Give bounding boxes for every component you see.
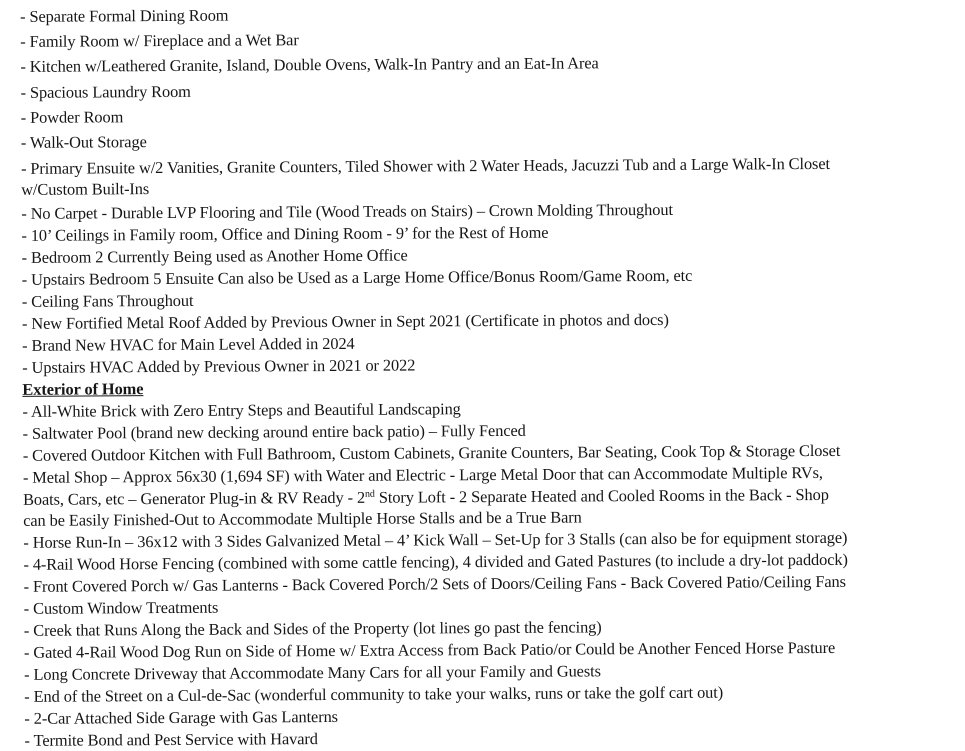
list-item: - Creek that Runs Along the Back and Sides of the Property (lot lines go past the fencing) [23, 617, 602, 640]
list-item: - Powder Room [20, 107, 124, 127]
list-item-continuation [23, 485, 829, 510]
list-item: - Termite Bond and Pest Service with Havard [24, 729, 318, 750]
list-item: - Metal Shop – Approx 56x30 (1,694 SF) with Water and Electric - Large Metal Door that can Accommodate Multiple RVs, [22, 462, 823, 487]
list-item: - Family Room w/ Fireplace and a Wet Bar [20, 30, 299, 51]
list-item: - Custom Window Treatments [23, 597, 219, 618]
list-item: - Upstairs HVAC Added by Previous Owner in 2021 or 2022 [22, 355, 416, 377]
list-item: - Front Covered Porch w/ Gas Lanterns - Back Covered Porch/2 Sets of Doors/Ceiling Fans - Back Covered Patio/Ceiling Fans [23, 571, 846, 596]
ordinal-suffix: nd [364, 488, 375, 500]
list-item: - 4-Rail Wood Horse Fencing (combined with some cattle fencing), 4 divided and Gated Pastures (to include a dry-lot paddock) [23, 549, 848, 574]
list-item: - 2-Car Attached Side Garage with Gas Lanterns [24, 706, 338, 728]
list-item: - Saltwater Pool (brand new decking around entire back patio) – Fully Fenced [22, 420, 526, 443]
list-item-continuation: w/Custom Built-Ins [21, 179, 150, 199]
list-item: - End of the Street on a Cul-de-Sac (wonderful community to take your walks, runs or take the golf cart out) [24, 682, 724, 706]
list-item: - No Carpet - Durable LVP Flooring and Tile (Wood Treads on Stairs) – Crown Molding Throughout [21, 199, 673, 223]
list-item: - Horse Run-In – 36x12 with 3 Sides Galvanized Metal – 4’ Kick Wall – Set-Up for 3 Stalls (can also be for equipment storage) [23, 527, 848, 552]
shop-line-text: Boats, Cars, etc – Generator Plug-in & RV Ready - 2 [22, 487, 366, 509]
list-item: - Kitchen w/Leathered Granite, Island, Double Ovens, Walk-In Pantry and an Eat-In Area [20, 53, 599, 76]
list-item: - Separate Formal Dining Room [20, 5, 229, 26]
list-item: - Ceiling Fans Throughout [21, 290, 194, 311]
list-item: - Bedroom 2 Currently Being used as Another Home Office [21, 245, 408, 267]
section-heading-exterior: Exterior of Home [22, 379, 144, 399]
list-item: - Brand New HVAC for Main Level Added in 2024 [22, 333, 355, 355]
list-item-continuation: can be Easily Finished-Out to Accommodate Multiple Horse Stalls and be a True Barn [23, 507, 582, 530]
list-item: - Covered Outdoor Kitchen with Full Bathroom, Custom Cabinets, Granite Counters, Bar Seating, Cook Top & Storage Closet [22, 440, 841, 465]
list-item: - New Fortified Metal Roof Added by Previous Owner in Sept 2021 (Certificate in photos and docs) [21, 309, 669, 333]
list-item: - All-White Brick with Zero Entry Steps and Beautiful Landscaping [22, 399, 461, 421]
list-item: - Upstairs Bedroom 5 Ensuite Can also be Used as a Large Home Office/Bonus Room/Game Room, etc [21, 265, 693, 289]
list-item: - Gated 4-Rail Wood Dog Run on Side of Home w/ Extra Access from Back Patio/or Could be Another Fenced Horse Pasture [23, 637, 836, 662]
list-item: - Spacious Laundry Room [20, 81, 191, 102]
list-item: - Walk-Out Storage [20, 132, 147, 152]
list-item: - 10’ Ceilings in Family room, Office and Dining Room - 9’ for the Rest of Home [21, 222, 549, 245]
shop-line-text-rest: Story Loft - 2 Separate Heated and Cooled Rooms in the Back - Shop [374, 484, 829, 507]
list-item: - Primary Ensuite w/2 Vanities, Granite Counters, Tiled Shower with 2 Water Heads, Jacuzzi Tub and a Large Walk-In Closet [20, 153, 830, 178]
list-item: - Long Concrete Driveway that Accommodate Many Cars for all your Family and Guests [24, 661, 601, 684]
